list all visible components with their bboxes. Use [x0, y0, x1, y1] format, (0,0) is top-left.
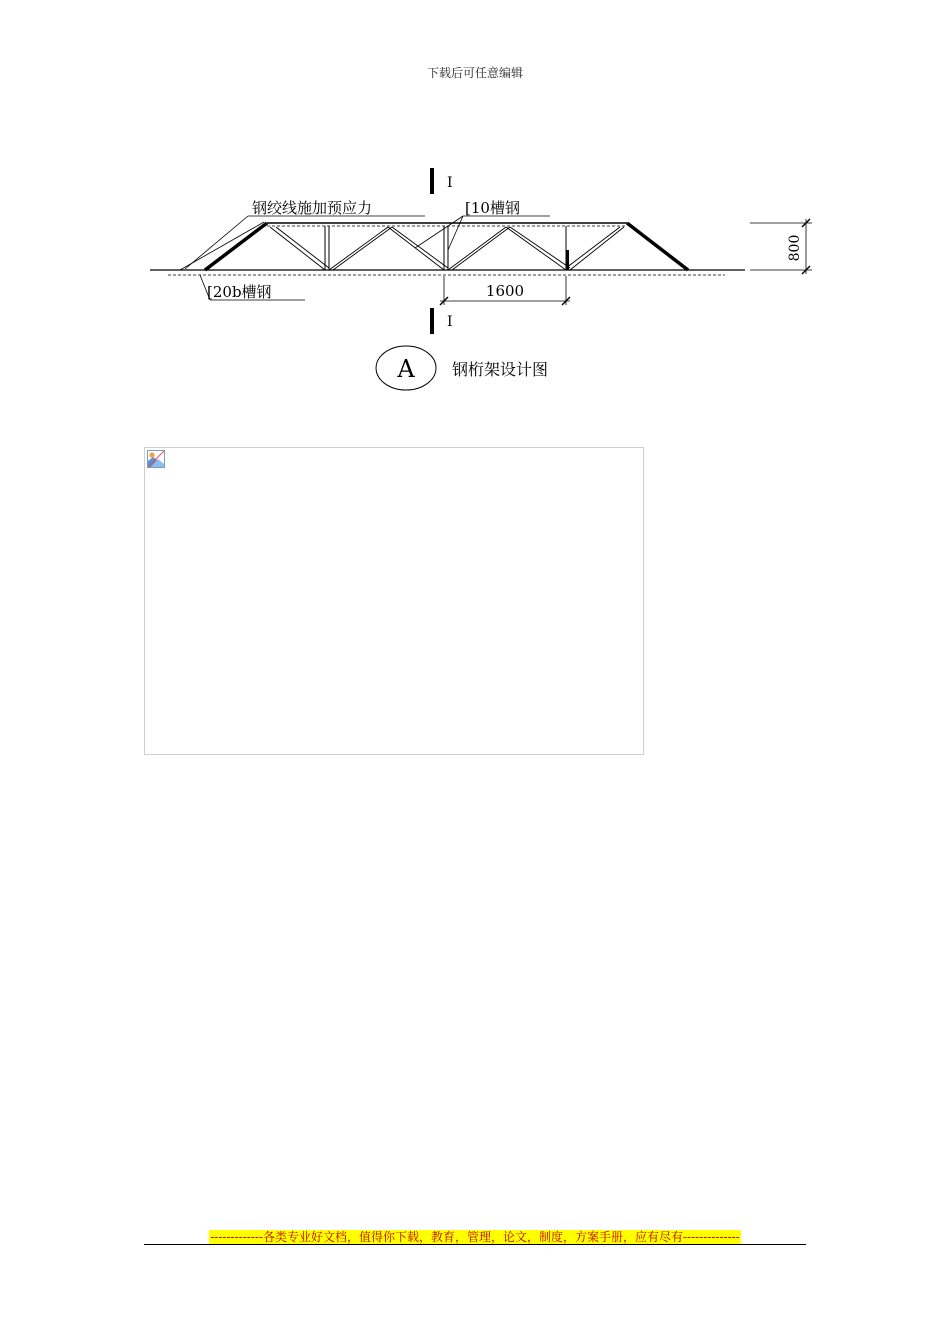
broken-image-icon — [147, 450, 165, 468]
section-mark-top-bar — [430, 168, 434, 194]
label-strand: 钢绞线施加预应力 — [252, 199, 373, 217]
section-mark-bottom-bar — [430, 308, 434, 334]
footer-text: -------------各类专业好文档，值得你下载，教育，管理，论文，制度，方案手册，应有尽有-------------- — [210, 1230, 740, 1244]
steel-truss-drawing — [0, 150, 950, 410]
section-mark-bottom: I — [447, 314, 453, 330]
page-footer — [0, 1226, 950, 1245]
dim-panel: 1600 — [485, 282, 525, 300]
footer-rule — [144, 1244, 806, 1245]
page-header: 下载后可任意编辑 — [426, 66, 523, 80]
dim-height: 800 — [787, 234, 803, 262]
image-placeholder — [144, 447, 644, 755]
detail-letter: A — [397, 355, 415, 383]
label-bottom-chord: [20b槽钢 — [207, 283, 272, 301]
detail-title: 钢桁架设计图 — [452, 360, 549, 379]
section-mark-top: I — [447, 175, 453, 191]
label-top-chord: [10槽钢 — [465, 199, 520, 217]
